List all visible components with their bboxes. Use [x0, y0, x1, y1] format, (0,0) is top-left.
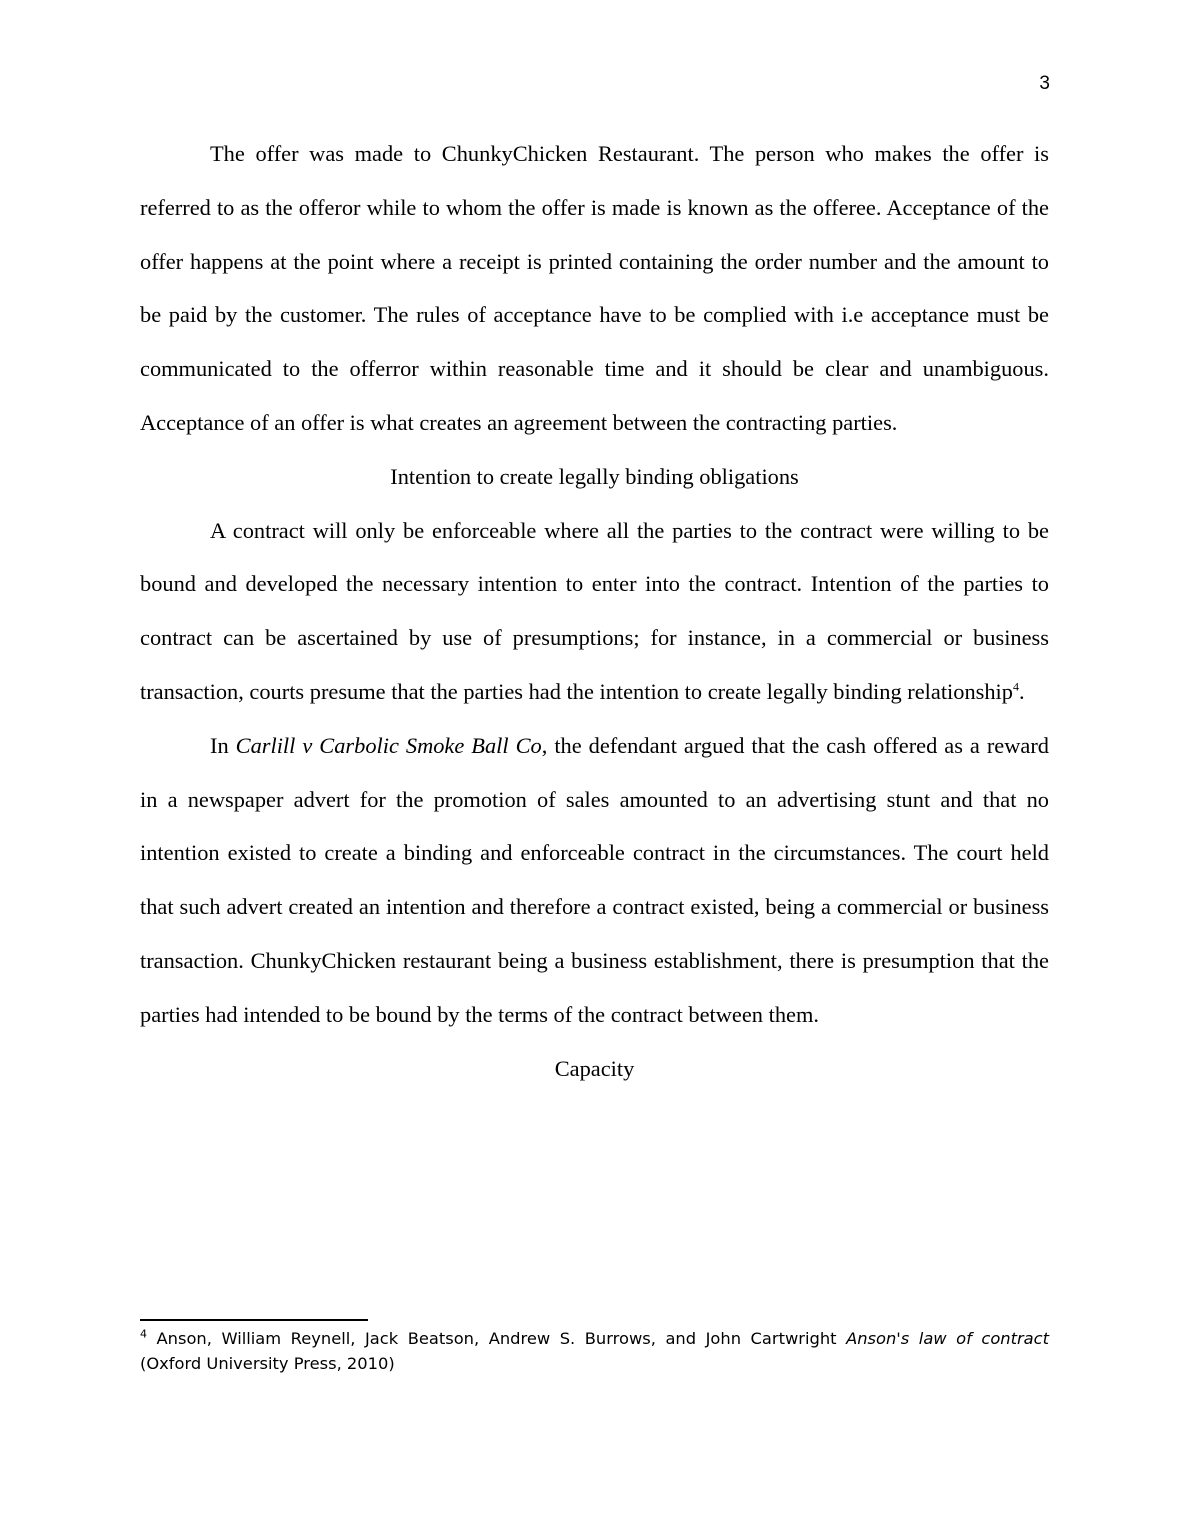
footnote: [140, 1326, 1049, 1376]
footnote-publisher: (Oxford University Press, 2010): [140, 1354, 395, 1373]
paragraph-intention-text: A contract will only be enforceable where all the parties to the contract were willing to be bound and developed the necessary intention to enter into the contract. Intention of the parties to contract can be ascertained by use of presumptions; for instance, in a commercial or business transaction, courts presume that the parties had the intention to create legally binding relationship: [140, 517, 1049, 704]
case-name: Carlill v Carbolic Smoke Ball Co: [235, 732, 542, 758]
section-heading-capacity: Capacity: [554, 1055, 635, 1081]
paragraph-carlill-rest: , the defendant argued that the cash offered as a reward in a newspaper advert for the promotion of sales amounted to an advertising stunt and that no intention existed to create a binding and enforceable contract in the circumstances. The court held that such advert created an intention and therefore a contract existed, being a commercial or business transaction. ChunkyChicken restaurant being a business establishment, there is presumption that the parties had intended to be bound by the terms of the contract between them.: [140, 732, 1050, 1027]
paragraph-intention-end: .: [1018, 678, 1025, 704]
footnote-reference: 4: [1012, 679, 1019, 694]
section-heading-intention: Intention to create legally binding obligations: [390, 463, 799, 489]
paragraph-intention: [140, 504, 1049, 719]
paragraph-offer-acceptance: The offer was made to ChunkyChicken Restaurant. The person who makes the offer is referred to as the offeror while to whom the offer is made is known as the offeree. Acceptance of the offer happens at the point where a receipt is printed containing the order number and the amount to be paid by the customer. The rules of acceptance have to be complied with i.e acceptance must be communicated to the offerror within reasonable time and it should be clear and unambiguous. Acceptance of an offer is what creates an agreement between the contracting parties.: [140, 141, 1049, 435]
paragraph-carlill-start: In: [210, 732, 236, 758]
footnote-marker: 4: [140, 1327, 147, 1341]
footnote-authors: Anson, William Reynell, Jack Beatson, Andrew S. Burrows, and John Cartwright: [147, 1329, 847, 1348]
paragraph-carlill-case: [140, 719, 1049, 1042]
page-number: 3: [1039, 73, 1050, 94]
footnote-separator: [140, 1319, 368, 1321]
footnote-book-title: Anson's law of contract: [846, 1329, 1049, 1348]
document-body: [140, 127, 1049, 1095]
